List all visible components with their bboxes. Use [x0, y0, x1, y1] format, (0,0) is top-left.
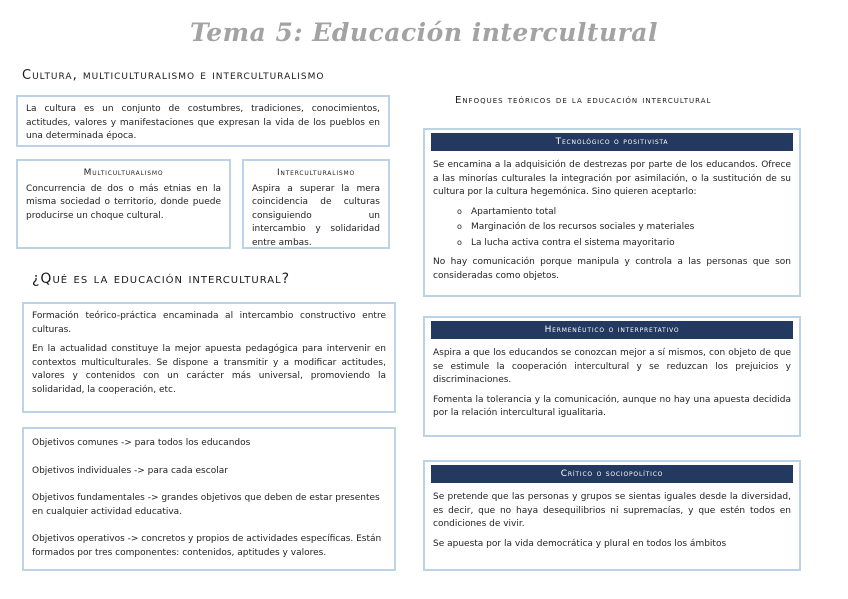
list-item: o La lucha activa contra el sistema mayoritario	[457, 237, 675, 248]
multiculturalism-text: Concurrencia de dos o más etnias en la misma sociedad o territorio, donde puede producirse un choque cultural.	[26, 183, 221, 221]
intercultural-definition: Formación teórico-práctica encaminada al intercambio constructivo entre culturas.	[32, 311, 386, 335]
multiculturalism-box	[16, 159, 231, 249]
critical-approach-heading: Crítico o sociopolítico	[431, 465, 793, 483]
objective-item: Objetivos comunes -> para todos los educandos	[32, 438, 251, 448]
page-title: Tema 5: Educación intercultural	[189, 18, 658, 47]
technological-approach-text: Se encamina a la adquisición de destrezas por parte de los educandos. Ofrece a las minorías culturales la integración por asimilación, o la sustitución de su cultura por la cultura hegemónica. Sino quieren aceptarlo:	[433, 160, 791, 197]
culture-definition-box	[16, 95, 390, 147]
hermeneutic-approach-heading: Hermenéutico o interpretativo	[431, 321, 793, 339]
intercultural-education-box	[22, 302, 396, 413]
intercultural-description: En la actualidad constituye la mejor apuesta pedagógica para intervenir en contextos multiculturales. Se dispone a transmitir y a modificar actitudes, valores y contenidos con un carácter más universal, promoviendo la solidaridad, la cooperación, etc.	[32, 344, 386, 395]
critical-approach-conclusion: Se apuesta por la vida democrática y plural en todos los ámbitos	[433, 538, 727, 549]
section-heading-approaches: Enfoques teóricos de la educación intercultural	[455, 95, 712, 106]
objective-item: Objetivos individuales -> para cada escolar	[32, 465, 228, 476]
list-item: o Apartamiento total	[457, 206, 557, 217]
multiculturalism-heading: Multiculturalismo	[83, 168, 164, 178]
culture-definition: La cultura es un conjunto de costumbres, tradiciones, conocimientos, actitudes, valores y manifestaciones que expresan la vida de los pueblos en una determinada época.	[26, 104, 380, 141]
technological-bullet-list	[457, 206, 791, 251]
interculturalism-text: Aspira a superar la mera coincidencia de culturas consiguiendo un intercambio y solidaridad entre ambas.	[252, 183, 380, 248]
hermeneutic-approach-text: Aspira a que los educandos se conozcan mejor a sí mismos, con objeto de que se estimule la cooperación intercultural y se reduzcan los prejuicios y discriminaciones.	[433, 348, 791, 385]
technological-approach-box	[423, 128, 801, 297]
critical-approach-text: Se pretende que las personas y grupos se sientas iguales desde la diversidad, es decir, que no haya desequilibrios ni supremacías, y que estén todos en condiciones de vivir.	[433, 492, 791, 529]
circle-bullet-icon: o	[457, 237, 462, 247]
technological-approach-conclusion: No hay comunicación porque manipula y controla a las personas que son consideradas como objetos.	[433, 257, 791, 281]
technological-approach-heading: Tecnológico o positivista	[431, 133, 793, 151]
objective-item: Objetivos fundamentales -> grandes objetivos que deben de estar presentes en cualquier actividad educativa.	[32, 493, 380, 517]
circle-bullet-icon: o	[457, 222, 462, 231]
list-item: o Marginación de los recursos sociales y materiales	[457, 222, 695, 232]
critical-approach-box	[423, 460, 801, 571]
section-heading-intercultural-education: ¿Qué es la educación intercultural?	[32, 271, 291, 287]
interculturalism-heading: Interculturalismo	[276, 168, 356, 178]
section-heading-culture: Cultura, multiculturalismo e interculturalismo	[22, 68, 325, 83]
hermeneutic-approach-box	[423, 316, 801, 437]
hermeneutic-approach-conclusion: Fomenta la tolerancia y la comunicación, aunque no hay una apuesta decidida por la relación intercultural igualitaria.	[433, 394, 791, 418]
objective-item: Objetivos operativos -> concretos y propios de actividades específicas. Están formados por tres componentes: contenidos, aptitudes y valores.	[32, 534, 382, 558]
objectives-box	[22, 427, 396, 571]
interculturalism-box	[242, 159, 390, 249]
circle-bullet-icon: o	[457, 206, 462, 216]
